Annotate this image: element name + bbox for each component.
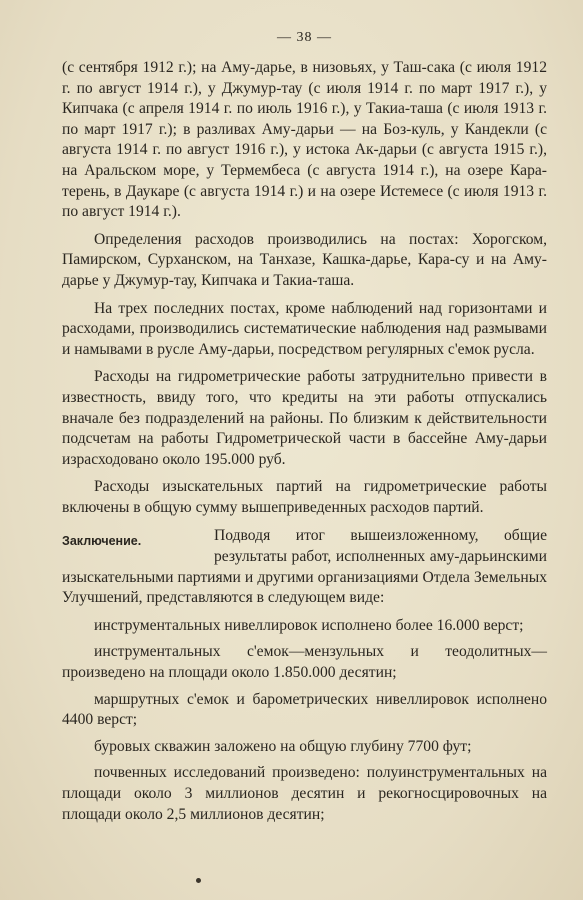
page-number: — 38 — [277, 30, 332, 45]
conclusion-section [62, 526, 547, 825]
paragraph-5: Расходы изыскательных партий на гидрометрические работы включены в общую сумму вышеприведенных расходов партий. [62, 478, 547, 516]
ink-dot [196, 878, 201, 883]
result-item: почвенных исследований произведено: полуинструментальных на площади около 3 миллионов десятин и рекогносцировочных на площади около 2,5 миллионов десятин; [62, 764, 547, 823]
conclusion-intro: Подводя итог вышеизложенному, общие результаты работ, исполненных аму-дарьинскими изыскательными партиями и другими организациями Отдела Земельных Улучшений, представляются в следующем виде: [62, 527, 547, 607]
result-item: инструментальных нивеллировок исполнено более 16.000 верст; [94, 616, 524, 634]
result-item: маршрутных с'емок и барометрических нивеллировок исполнено 4400 верст; [62, 690, 547, 729]
paragraph-4: Расходы на гидрометрические работы затруднительно привести в известность, ввиду того, что кредиты на эти работы отпускались вначале без подразделений на районы. По близким к действительности подсчетам на работы Гидрометрической части в бассейне Аму-дарьи израсходовано около 195.000 руб. [62, 368, 547, 468]
paragraph-2: Определения расходов производились на постах: Хорогском, Памирском, Сурханском, на Танхазе, Кашка-дарье, Кара-су и на Аму-дарье у Джумур-тау, Кипчака и Такиа-таша. [62, 230, 547, 289]
result-item: инструментальных с'емок—мензульных и теодолитных—произведено на площади около 1.850.000 десятин; [62, 643, 547, 682]
conclusion-heading: Заключение. [62, 534, 142, 549]
paragraph-3: На трех последних постах, кроме наблюдений над горизонтами и расходами, производились систематические наблюдения над размывами и намывами в русле Аму-дарьи, посредством регулярных с'емок русла. [62, 299, 547, 358]
result-item: буровых скважин заложено на общую глубину 7700 фут; [94, 737, 472, 755]
paragraph-1: (с сентября 1912 г.); на Аму-дарье, в низовьях, у Таш-сака (с июля 1912 г. по август 1914 г.), у Джумур-тау (с июля 1914 г. по март 1917 г.), у Кипчака (с апреля 1914 г. по июль 1916 г.), у Такиа-таша (с июля 1913 г. по март 1917 г.); в разливах Аму-дарьи — на Боз-куль, у Кандекли (с августа 1914 г. по август 1916 г.), у истока Ак-дарьи (с августа 1915 г.), на Аральском море, у Термембеса (с августа 1914 г.), на озере Кара-терень, в Даукаре (с августа 1914 г.) и на озере Истемесе (с июля 1913 г. по август 1914 г.). [62, 59, 547, 221]
